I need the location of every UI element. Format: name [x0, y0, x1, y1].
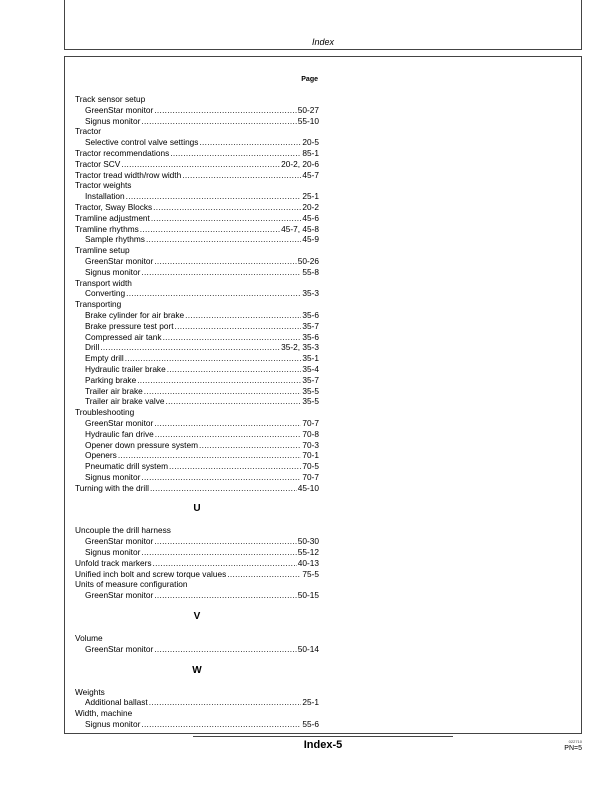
index-term: Transporting	[75, 299, 122, 310]
index-subentry	[75, 234, 319, 245]
index-subentry	[75, 547, 319, 558]
index-page-ref: 25-1	[302, 697, 319, 708]
page-column-label: Page	[301, 76, 318, 83]
index-term: Signus monitor	[85, 547, 141, 558]
section-letter: W	[192, 664, 202, 676]
index-page-ref: 50-15	[297, 590, 319, 601]
index-entry	[75, 148, 319, 159]
index-page-ref: 70-7	[302, 417, 319, 428]
index-page-ref: 55-6	[302, 719, 319, 730]
index-entry	[75, 245, 319, 256]
index-subentry	[75, 353, 319, 364]
leader-dots	[154, 105, 297, 116]
footer-code: 022710	[568, 739, 582, 744]
index-page-ref: 50-26	[297, 255, 319, 266]
index-page-ref: 20-2, 20-6	[281, 158, 319, 169]
index-page-ref: 70-5	[302, 461, 319, 472]
index-page-ref: 55-10	[297, 115, 319, 126]
leader-dots	[154, 418, 301, 429]
index-term: Tractor tread width/row width	[75, 169, 182, 180]
index-page-ref: 70-8	[302, 428, 319, 439]
index-page-ref: 85-1	[302, 147, 319, 158]
index-entry	[75, 558, 319, 569]
index-page-ref: 40-13	[297, 557, 319, 568]
index-term: Width, machine	[75, 708, 133, 719]
leader-dots	[155, 429, 302, 440]
index-term: Brake cylinder for air brake	[85, 309, 185, 320]
index-entry	[75, 633, 319, 644]
index-term: Units of measure configuration	[75, 579, 188, 590]
index-subentry	[75, 137, 319, 148]
leader-dots	[182, 170, 301, 181]
index-entry	[75, 180, 319, 191]
index-page-ref: 35-5	[302, 396, 319, 407]
index-term: Trailer air brake	[85, 385, 143, 396]
leader-dots	[141, 472, 301, 483]
index-term: Tractor, Sway Blocks	[75, 201, 153, 212]
index-term: Tractor recommendations	[75, 147, 170, 158]
index-page-ref: 50-27	[297, 104, 319, 115]
index-subentry	[75, 396, 319, 407]
index-entry	[75, 278, 319, 289]
index-term: Brake pressure test port	[85, 320, 174, 331]
index-term: Tractor	[75, 126, 101, 137]
index-page-ref: 45-7	[302, 169, 319, 180]
index-list	[75, 94, 319, 730]
index-subentry	[75, 267, 319, 278]
index-subentry	[75, 644, 319, 655]
index-page-ref: 35-6	[302, 309, 319, 320]
index-term: Tramline adjustment	[75, 212, 150, 223]
index-subentry	[75, 332, 319, 343]
index-page-ref: 45-6	[302, 212, 319, 223]
index-subentry	[75, 697, 319, 708]
index-page-ref: 55-12	[297, 547, 319, 558]
index-entry	[75, 708, 319, 719]
footer-rule	[193, 736, 453, 737]
index-subentry	[75, 364, 319, 375]
index-term: Track sensor setup	[75, 94, 146, 104]
leader-dots	[125, 353, 302, 364]
index-page-ref: 70-7	[302, 471, 319, 482]
index-page-ref: 45-7, 45-8	[281, 223, 319, 234]
leader-dots	[153, 202, 301, 213]
index-term: Troubleshooting	[75, 407, 135, 418]
index-subentry	[75, 429, 319, 440]
index-entry	[75, 224, 319, 235]
index-page-ref: 75-5	[302, 568, 319, 579]
index-page-ref: 70-3	[302, 439, 319, 450]
leader-dots	[126, 288, 301, 299]
index-page-ref: 50-14	[297, 643, 319, 654]
index-subentry	[75, 450, 319, 461]
index-term: Pneumatic drill system	[85, 461, 168, 472]
index-term: Tramline rhythms	[75, 223, 139, 234]
index-entry	[75, 525, 319, 536]
index-subentry	[75, 472, 319, 483]
leader-dots	[165, 396, 301, 407]
index-term: Drill	[85, 342, 100, 353]
leader-dots	[118, 450, 302, 461]
index-term: Signus monitor	[85, 115, 141, 126]
index-term: Empty drill	[85, 353, 124, 364]
leader-dots	[167, 364, 302, 375]
index-entry	[75, 687, 319, 698]
index-page-ref: 25-1	[302, 191, 319, 202]
leader-dots	[154, 590, 297, 601]
section-letter: V	[193, 611, 201, 623]
index-page-ref: 35-7	[302, 320, 319, 331]
index-term: GreenStar monitor	[85, 255, 154, 266]
header-title: Index	[311, 37, 335, 47]
index-page-ref: 70-1	[302, 450, 319, 461]
index-term: Turning with the drill	[75, 482, 149, 493]
leader-dots	[144, 386, 302, 397]
index-term: Compressed air tank	[85, 331, 162, 342]
index-term: Converting	[85, 288, 126, 299]
index-subentry	[75, 191, 319, 202]
leader-dots	[185, 310, 301, 321]
leader-dots	[126, 191, 302, 202]
index-page-ref: 20-5	[302, 137, 319, 148]
leader-dots	[141, 719, 301, 730]
leader-dots	[146, 234, 301, 245]
index-term: Tractor weights	[75, 180, 132, 191]
index-term: Transport width	[75, 277, 132, 288]
index-term: Weights	[75, 686, 105, 697]
leader-dots	[121, 159, 280, 170]
leader-dots	[227, 569, 301, 580]
leader-dots	[141, 116, 296, 127]
leader-dots	[199, 137, 301, 148]
leader-dots	[154, 644, 297, 655]
index-subentry	[75, 418, 319, 429]
index-page-ref: 35-6	[302, 331, 319, 342]
leader-dots	[154, 256, 297, 267]
leader-dots	[141, 547, 296, 558]
index-term: Unified inch bolt and screw torque values	[75, 568, 227, 579]
index-entry	[75, 483, 319, 494]
leader-dots	[151, 213, 302, 224]
leader-dots	[137, 375, 301, 386]
index-term: Tramline setup	[75, 245, 130, 256]
index-subentry	[75, 536, 319, 547]
leader-dots	[141, 267, 301, 278]
index-page-ref: 50-30	[297, 536, 319, 547]
index-page-ref: 35-5	[302, 385, 319, 396]
footer-page-number: Index-5	[303, 739, 343, 751]
index-entry	[75, 569, 319, 580]
index-term: Parking brake	[85, 374, 137, 385]
leader-dots	[199, 440, 301, 451]
leader-dots	[150, 483, 297, 494]
index-term: GreenStar monitor	[85, 104, 154, 115]
index-term: Uncouple the drill harness	[75, 525, 171, 536]
index-entry	[75, 159, 319, 170]
index-entry	[75, 407, 319, 418]
index-term: Signus monitor	[85, 471, 141, 482]
index-term: Additional ballast	[85, 697, 148, 708]
footer-pn: PN=5	[564, 745, 582, 752]
index-term: Opener down pressure system	[85, 439, 198, 450]
index-page-ref: 45-10	[297, 482, 319, 493]
index-entry	[75, 579, 319, 590]
index-term: Selective control valve settings	[85, 137, 199, 148]
leader-dots	[169, 461, 301, 472]
index-entry	[75, 126, 319, 137]
index-entry	[75, 213, 319, 224]
index-page-ref: 35-4	[302, 363, 319, 374]
index-page-ref: 35-7	[302, 374, 319, 385]
index-term: Signus monitor	[85, 266, 141, 277]
index-page-ref: 45-9	[302, 234, 319, 245]
index-entry	[75, 170, 319, 181]
index-page-ref: 35-3	[302, 288, 319, 299]
index-term: GreenStar monitor	[85, 643, 154, 654]
index-term: Signus monitor	[85, 719, 141, 730]
index-term: GreenStar monitor	[85, 417, 154, 428]
index-subentry	[75, 116, 319, 127]
index-subentry	[75, 375, 319, 386]
index-subentry	[75, 440, 319, 451]
index-subentry	[75, 310, 319, 321]
index-page-ref: 35-1	[302, 353, 319, 364]
index-subentry	[75, 321, 319, 332]
index-subentry	[75, 105, 319, 116]
index-subentry	[75, 386, 319, 397]
index-term: Hydraulic fan drive	[85, 428, 154, 439]
index-term: Installation	[85, 191, 125, 202]
index-entry	[75, 299, 319, 310]
leader-dots	[100, 342, 280, 353]
leader-dots	[140, 224, 280, 235]
index-term: Sample rhythms	[85, 234, 145, 245]
section-letter: U	[193, 503, 201, 515]
index-subentry	[75, 719, 319, 730]
leader-dots	[149, 697, 302, 708]
index-term: Unfold track markers	[75, 557, 152, 568]
index-subentry	[75, 256, 319, 267]
index-term: Trailer air brake valve	[85, 396, 165, 407]
leader-dots	[163, 332, 302, 343]
index-term: Openers	[85, 450, 117, 461]
index-term: Volume	[75, 633, 103, 644]
index-page-ref: 55-8	[302, 266, 319, 277]
index-entry	[75, 202, 319, 213]
leader-dots	[154, 536, 297, 547]
index-page-ref: 35-2, 35-3	[281, 342, 319, 353]
index-subentry	[75, 288, 319, 299]
index-subentry	[75, 342, 319, 353]
leader-dots	[170, 148, 301, 159]
leader-dots	[153, 558, 297, 569]
index-page-ref: 20-2	[302, 201, 319, 212]
index-term: Hydraulic trailer brake	[85, 363, 166, 374]
index-term: GreenStar monitor	[85, 536, 154, 547]
index-term: GreenStar monitor	[85, 590, 154, 601]
index-subentry	[75, 461, 319, 472]
leader-dots	[175, 321, 302, 332]
index-subentry	[75, 590, 319, 601]
index-term: Tractor SCV	[75, 158, 121, 169]
index-entry	[75, 94, 319, 105]
